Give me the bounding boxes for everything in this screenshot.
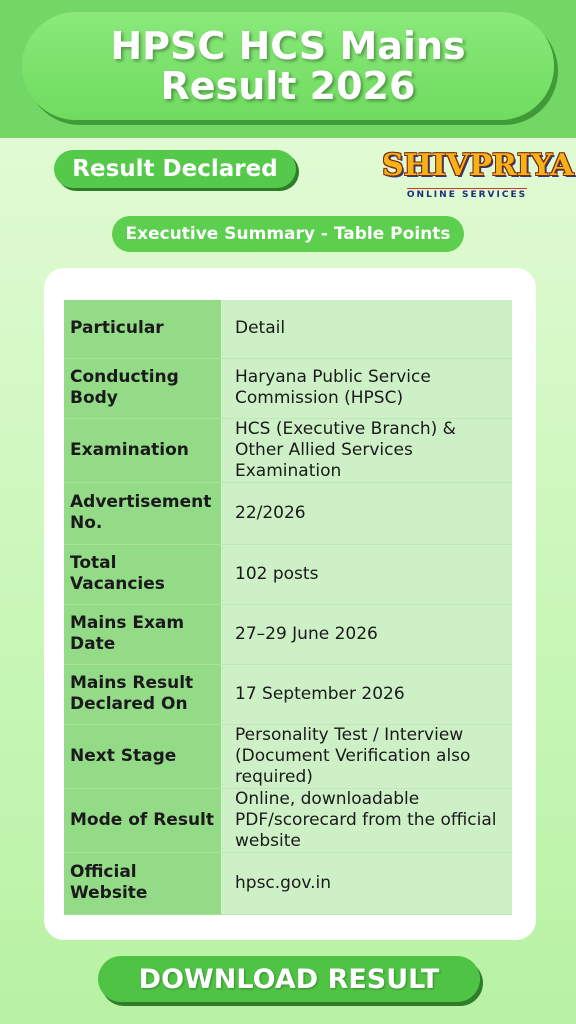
row-value: 17 September 2026 — [221, 664, 512, 724]
row-value: 102 posts — [221, 544, 512, 604]
table-row — [64, 544, 512, 604]
brand-logo — [382, 148, 574, 200]
section-title: Executive Summary - Table Points — [112, 216, 464, 252]
table-row — [64, 604, 512, 664]
row-key: Conducting Body — [64, 358, 221, 418]
row-value: Haryana Public Service Commission (HPSC) — [221, 358, 512, 418]
summary-table — [64, 300, 512, 915]
logo-tagline: ONLINE SERVICES — [406, 190, 528, 200]
row-key: Examination — [64, 418, 221, 482]
table-row — [64, 664, 512, 724]
row-value: 22/2026 — [221, 482, 512, 544]
row-key: Official Website — [64, 852, 221, 914]
title-banner — [22, 12, 554, 120]
table-header-row — [64, 300, 512, 358]
table-row — [64, 358, 512, 418]
table-row — [64, 724, 512, 788]
row-value: hpsc.gov.in — [221, 852, 512, 914]
row-key: Advertisement No. — [64, 482, 221, 544]
table-row — [64, 482, 512, 544]
table-header-value: Detail — [221, 300, 512, 358]
download-result-button[interactable]: DOWNLOAD RESULT — [98, 956, 480, 1002]
table-row — [64, 418, 512, 482]
table-row — [64, 788, 512, 852]
row-value: Online, downloadable PDF/scorecard from the official website — [221, 788, 512, 852]
row-key: Mains Result Declared On — [64, 664, 221, 724]
table-header-key: Particular — [64, 300, 221, 358]
row-key: Mains Exam Date — [64, 604, 221, 664]
table-row — [64, 852, 512, 914]
row-key: Next Stage — [64, 724, 221, 788]
row-value: HCS (Executive Branch) & Other Allied Services Examination — [221, 418, 512, 482]
row-key: Mode of Result — [64, 788, 221, 852]
status-badge: Result Declared — [54, 150, 296, 188]
row-key: Total Vacancies — [64, 544, 221, 604]
page-title: HPSC HCS Mains Result 2026 — [110, 24, 466, 108]
row-value: Personality Test / Interview (Document Verification also required) — [221, 724, 512, 788]
row-value: 27–29 June 2026 — [221, 604, 512, 664]
logo-wordmark: SHIVPRIYA — [382, 148, 574, 183]
